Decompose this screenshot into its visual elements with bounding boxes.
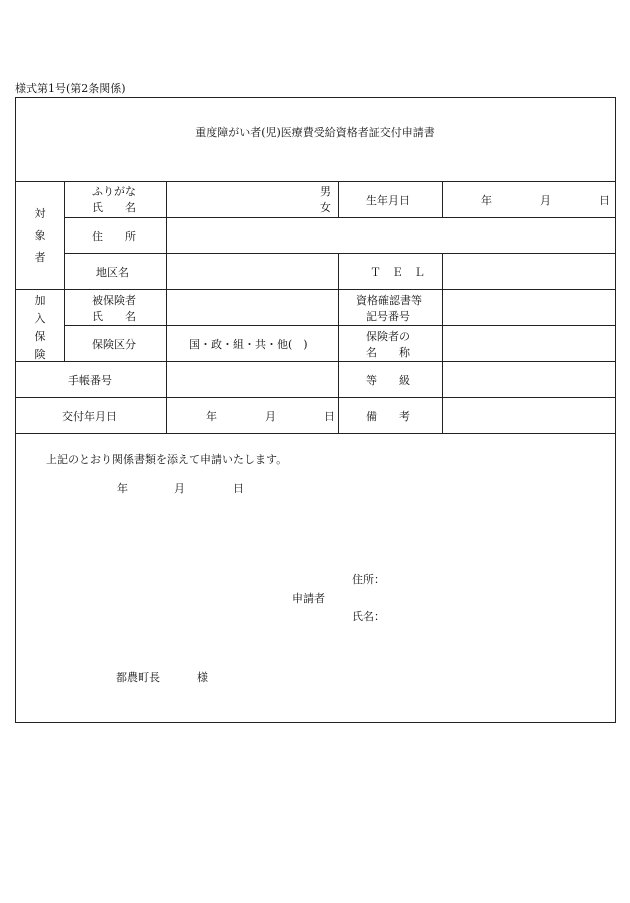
insured-name-input[interactable] — [166, 290, 336, 324]
applicant-label: 申請者 — [292, 592, 325, 605]
birthdate-year[interactable]: 年 — [481, 194, 492, 207]
remarks-input[interactable] — [443, 398, 613, 432]
cert-label-line2: 記号番号 — [366, 310, 410, 323]
row-divider — [16, 181, 615, 182]
district-label: 地区名 — [96, 266, 129, 279]
category-options[interactable]: 国・政・組・共・他( ) — [189, 338, 308, 351]
column-divider — [64, 181, 65, 361]
grade-label: 等 級 — [366, 374, 410, 387]
addressee-name: 都農町長 — [116, 671, 160, 684]
issue-date-month[interactable]: 月 — [265, 410, 276, 423]
issue-date-year[interactable]: 年 — [206, 410, 217, 423]
declaration-text: 上記のとおり関係書類を添えて申請いたします。 — [46, 453, 288, 466]
issue-date-label: 交付年月日 — [62, 410, 117, 423]
form-number: 様式第1号(第2条関係) — [15, 82, 126, 95]
furigana-label: ふりがな — [92, 185, 136, 198]
address-input[interactable] — [166, 218, 613, 252]
addressee-honorific: 様 — [197, 671, 208, 684]
column-divider — [338, 181, 339, 217]
remarks-label: 備 考 — [366, 410, 410, 423]
sex-male-option[interactable]: 男 — [320, 185, 331, 198]
insured-label-line1: 被保険者 — [92, 294, 136, 307]
cert-label-line1: 資格確認書等 — [356, 294, 422, 307]
declaration-day[interactable]: 日 — [233, 482, 244, 495]
insurer-label-line2: 名 称 — [366, 346, 410, 359]
issue-date-day[interactable]: 日 — [324, 410, 335, 423]
name-input[interactable] — [166, 183, 316, 217]
birthdate-label: 生年月日 — [366, 194, 410, 207]
declaration-year[interactable]: 年 — [117, 482, 128, 495]
birthdate-day[interactable]: 日 — [599, 194, 610, 207]
form-title: 重度障がい者(児)医療費受給資格者証交付申請書 — [195, 126, 435, 139]
birthdate-month[interactable]: 月 — [540, 194, 551, 207]
insurer-label-line1: 保険者の — [366, 330, 410, 343]
handbook-label: 手帳番号 — [68, 374, 112, 387]
insured-label-line2: 氏 名 — [92, 310, 136, 323]
tel-input[interactable] — [443, 254, 613, 288]
handbook-number-input[interactable] — [166, 362, 336, 396]
category-label: 保険区分 — [92, 338, 136, 351]
cert-number-input[interactable] — [443, 290, 613, 324]
insurance-section-label: 加 入 保 険 — [34, 294, 46, 361]
subject-section-label: 対 象 者 — [34, 207, 46, 264]
name-label: 氏 名 — [92, 201, 136, 214]
declaration-month[interactable]: 月 — [174, 482, 185, 495]
grade-input[interactable] — [443, 362, 613, 396]
applicant-address-label: 住所： — [352, 573, 385, 586]
row-divider — [16, 433, 615, 434]
column-divider — [338, 253, 339, 433]
applicant-name-label: 氏名： — [352, 610, 385, 623]
district-input[interactable] — [166, 254, 336, 288]
insurer-name-input[interactable] — [443, 326, 613, 360]
address-label: 住 所 — [92, 230, 136, 243]
sex-female-option[interactable]: 女 — [320, 201, 331, 214]
tel-label: Ｔ Ｅ Ｌ — [370, 266, 425, 279]
column-divider — [442, 181, 443, 217]
